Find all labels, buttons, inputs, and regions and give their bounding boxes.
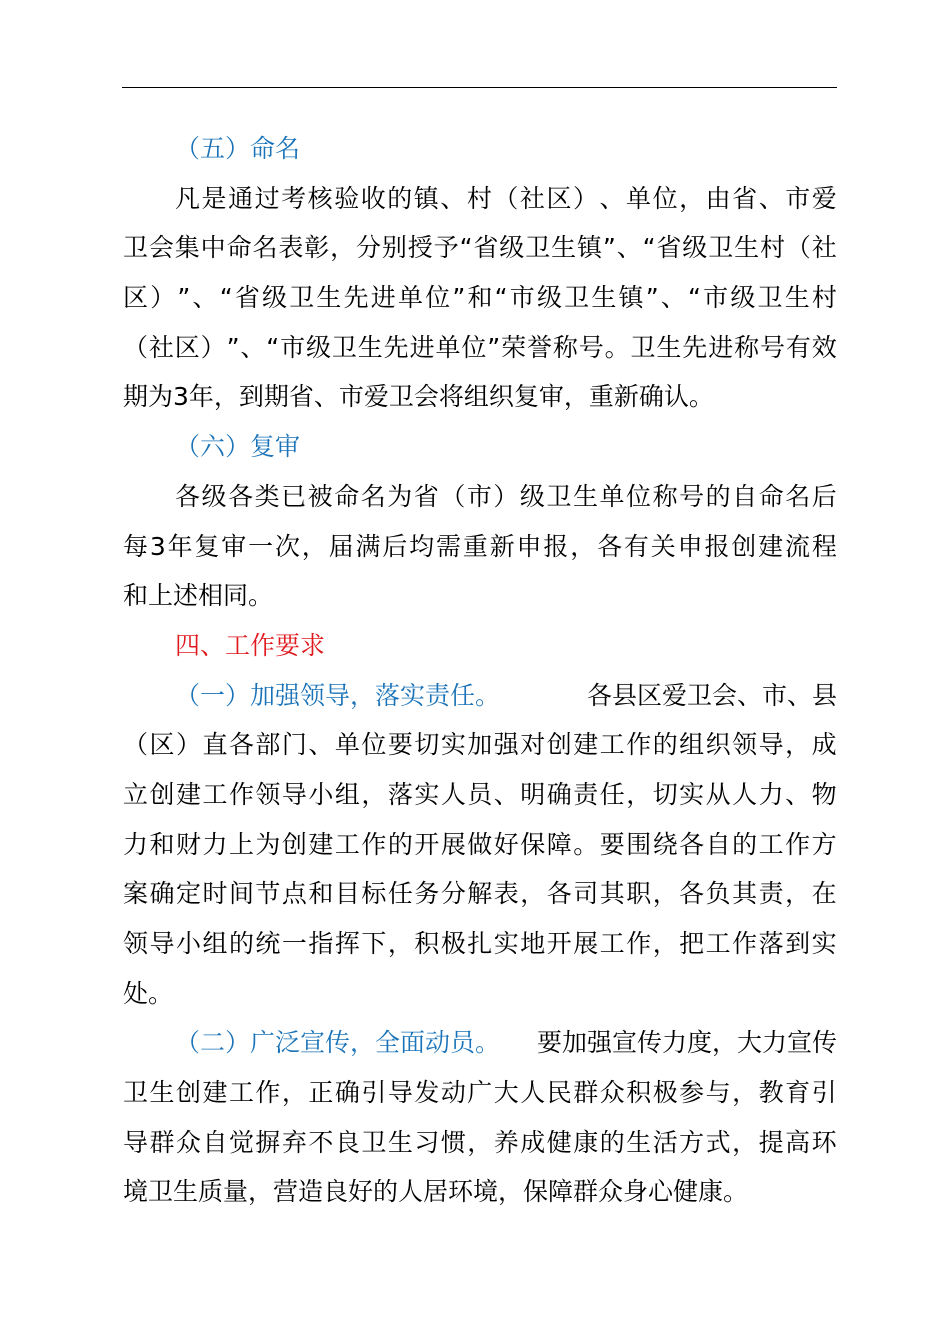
item1-line: 处。 bbox=[123, 978, 174, 1008]
item2-line: 卫 生 创 建 工 作 ， 正 确 引 导 发 动 广 大 人 民 群 众 积 极 参 与 ， 教 育 引 bbox=[123, 1078, 837, 1108]
item2-line: 导 群 众 自 觉 摒 弃 不 良 卫 生 习 惯 ， 养 成 健 康 的 生 活 方 式 ， 提 高 环 bbox=[123, 1127, 837, 1157]
item2-first-line bbox=[123, 1018, 837, 1068]
heading-6: （六）复审 bbox=[175, 432, 301, 462]
item1-line: 力 和 财 力 上 为 创 建 工 作 的 开 展 做 好 保 障 。 要 围 绕 各 自 的 工 作 方 bbox=[123, 829, 837, 859]
para6-line: 每 3 年 复 审 一 次 ， 届 满 后 均 需 重 新 申 报 ， 各 有 关 申 报 创 建 流 程 bbox=[123, 531, 837, 561]
document-body bbox=[123, 124, 837, 1217]
para5-line: 凡 是 通 过 考 核 验 收 的 镇 、 村 （ 社 区 ） 、 单 位 ， 由 省 、 市 爱 bbox=[175, 183, 837, 213]
section-4-heading: 四、工作要求 bbox=[175, 630, 326, 660]
para5-line: （ 社 区 ） ” 、 “ 市 级 卫 生 先 进 单 位 ” 荣 誉 称 号 。 卫 生 先 进 称 号 有 效 bbox=[123, 332, 837, 362]
item1-title: （一）加强领导，落实责任。 bbox=[175, 680, 501, 710]
item2-line: 境卫生质量，营造良好的人居环境，保障群众身心健康。 bbox=[123, 1177, 749, 1207]
item1-line: 领 导 小 组 的 统 一 指 挥 下 ， 积 极 扎 实 地 开 展 工 作 ， 把 工 作 落 到 实 bbox=[123, 929, 837, 958]
item2-first-rest: 要加强宣传力度，大力宣传 bbox=[536, 1028, 837, 1058]
para6-line: 各 级 各 类 已 被 命 名 为 省 （ 市 ） 级 卫 生 单 位 称 号 的 自 命 名 后 bbox=[175, 481, 837, 511]
para5-line: 区 ） ” 、 “ 省 级 卫 生 先 进 单 位 ” 和 “ 市 级 卫 生 镇 ” 、 “ 市 级 卫 生 村 bbox=[123, 283, 837, 313]
heading-5: （五）命名 bbox=[175, 134, 301, 163]
para5-line: 期为3年，到期省、市爱卫会将组织复审，重新确认。 bbox=[123, 382, 714, 412]
para5-line: 卫 会 集 中 命 名 表 彰 ， 分 别 授 予 “ 省 级 卫 生 镇 ” 、 “ 省 级 卫 生 村 （ 社 bbox=[123, 233, 837, 263]
item2-title: （二）广泛宣传，全面动员。 bbox=[175, 1028, 501, 1058]
item1-line: （ 区 ） 直 各 部 门 、 单 位 要 切 实 加 强 对 创 建 工 作 的 组 织 领 导 ， 成 bbox=[123, 730, 837, 760]
para6-line: 和上述相同。 bbox=[123, 581, 274, 611]
item1-first-line bbox=[123, 671, 837, 721]
header-rule bbox=[122, 87, 837, 88]
item1-first-rest: 各县区爱卫会、市、县 bbox=[586, 680, 837, 710]
item1-line: 立 创 建 工 作 领 导 小 组 ， 落 实 人 员 、 明 确 责 任 ， 切 实 从 人 力 、 物 bbox=[123, 779, 837, 809]
item1-line: 案 确 定 时 间 节 点 和 目 标 任 务 分 解 表 ， 各 司 其 职 ， 各 负 其 责 ， 在 bbox=[123, 879, 837, 909]
